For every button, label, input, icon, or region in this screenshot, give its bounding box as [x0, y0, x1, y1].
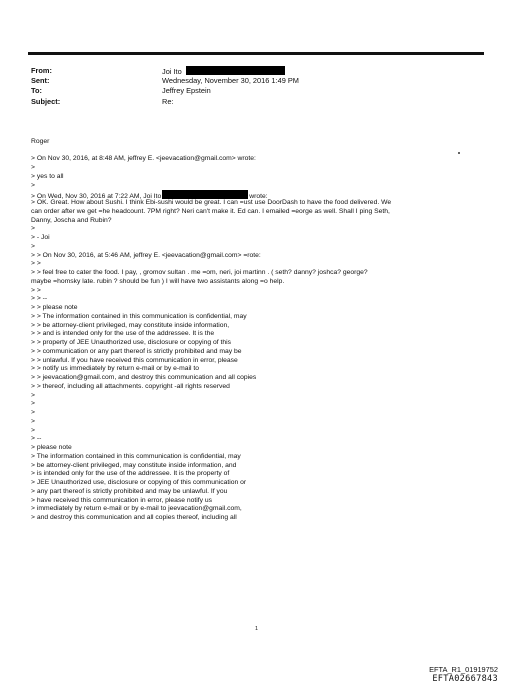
quoted-line: > [31, 417, 35, 425]
sent-label: Sent: [31, 76, 50, 86]
quoted-line: > [31, 400, 35, 408]
quoted-line: > be attorney-client privileged, may constitute inside information, and [31, 461, 237, 469]
email-body [31, 138, 481, 523]
quoted-line: > > and is intended only for the use of the addressee. It is the [31, 330, 215, 338]
quoted-line: > - Joi [31, 234, 50, 242]
quoted-line: > [31, 409, 35, 417]
quoted-line: > > be attorney-client privileged, may constitute inside information, [31, 321, 230, 329]
subject-value: Re: [162, 96, 174, 106]
quoted-line: > immediately by return e-mail or by e-mail to jeevacation@gmail.com, [31, 505, 242, 513]
bates-number-2: EFTA02667843 [432, 674, 498, 684]
quoted-line: > > please note [31, 304, 78, 312]
quoted-line: > [31, 181, 35, 189]
quoted-line: > [31, 242, 35, 250]
quoted-line: > JEE Unauthorized use, disclosure or copying of this communication or [31, 479, 247, 487]
quoted-line: > [31, 225, 35, 233]
quoted-line: > > communication or any part thereof is strictly prohibited and may be [31, 347, 242, 355]
to-label: To: [31, 86, 42, 96]
subject-row [31, 97, 471, 107]
quoted-line: > > property of JEE Unauthorized use, disclosure or copying of this [31, 339, 231, 347]
wed-line-start: > On Wed, Nov 30, 2016 at 7:22 AM, Joi Ito [31, 193, 162, 201]
quoted-line: > > jeevacation@gmail.com, and destroy this communication and all copies [31, 374, 257, 382]
page-number: 1 [255, 626, 259, 632]
bates-number-1: EFTA_R1_01919752 [429, 665, 498, 674]
quoted-line: > have received this communication in error, please notify us [31, 496, 213, 504]
salutation: Roger [31, 138, 50, 145]
quoted-line: > > -- [31, 295, 48, 303]
quoted-line: > [31, 391, 35, 399]
quoted-line: > and destroy this communication and all copies thereof, including all [31, 514, 237, 522]
sent-value: Wednesday, November 30, 2016 1:49 PM [162, 76, 299, 86]
quoted-line: > > feel free to cater the food. I pay, , gromov sultan . me =om, neri, joi martinn . ( seth? danny? joshca? george? [31, 269, 368, 277]
quoted-line: > -- [31, 435, 42, 443]
quoted-line: > please note [31, 444, 72, 452]
quoted-lines-b [31, 199, 481, 523]
quoted-line: > > On Nov 30, 2016, at 5:46 AM, jeffrey E. <jeevacation@gmail.com> =rote: [31, 251, 261, 259]
redaction-block [186, 66, 285, 75]
from-row [31, 66, 471, 76]
quoted-line: > [31, 426, 35, 434]
quoted-lines-a [31, 155, 481, 190]
quoted-line: > any part thereof is strictly prohibited and may be unlawful. If you [31, 487, 228, 495]
quoted-line: > > [31, 286, 41, 294]
from-label: From: [31, 66, 52, 75]
to-value: Jeffrey Epstein [162, 86, 211, 96]
quoted-line: > > [31, 260, 41, 268]
from-name: Joi Ito [162, 67, 182, 76]
quoted-line [31, 190, 481, 199]
subject-label: Subject: [31, 96, 61, 106]
wed-line-end: wrote: [249, 193, 268, 201]
quoted-line: > > notify us immediately by return e-mail or by e-mail to [31, 365, 200, 373]
quoted-line: > OK. Great. How about Sushi. I think Ebi-sushi would be great. I can =ust use DoorDash to have the food delivered. We [31, 199, 392, 207]
quoted-line: maybe =homsky late. rubin ? should be fun ) I will have two assistants along =o help. [31, 277, 285, 285]
quoted-line: > [31, 164, 35, 172]
quoted-line: > The information contained in this communication is confidential, may [31, 452, 241, 460]
quoted-line: can order after we get =he headcount. 7PM right? Neri can't make it. Ed can. I emailed =eorge as well. Shall I ping Seth, [31, 207, 390, 215]
quoted-line: > > The information contained in this communication is confidential, may [31, 312, 247, 320]
quoted-line: Danny, Joscha and Rubin? [31, 216, 112, 224]
to-row [31, 86, 471, 96]
quoted-line: > > unlawful. If you have received this communication in error, please [31, 356, 238, 364]
sent-row [31, 76, 471, 86]
quoted-line: > On Nov 30, 2016, at 8:48 AM, jeffrey E. <jeevacation@gmail.com> wrote: [31, 155, 256, 163]
redaction-block [162, 190, 248, 199]
quoted-line: > is intended only for the use of the addressee. It is the property of [31, 470, 230, 478]
quoted-line: > yes to all [31, 172, 64, 180]
top-rule [28, 52, 484, 55]
quoted-line: > > thereof, including all attachments. copyright -all rights reserved [31, 382, 230, 390]
email-header [31, 66, 471, 107]
